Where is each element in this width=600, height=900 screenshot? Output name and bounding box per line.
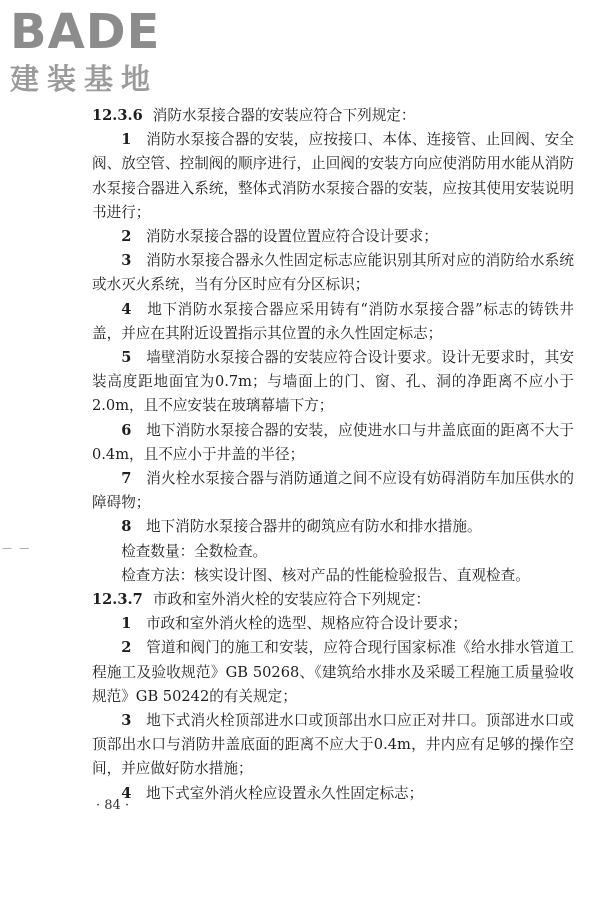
list-item: 8 地下消防水泵接合器井的砌筑应有防水和排水措施。 <box>121 518 482 536</box>
list-item: 3 地下式消火栓顶部进水口或顶部出水口应正对井口。顶部进水口或顶部出水口与消防井盖底面的距离不应大于0.4m，井内应有足够的操作空间，并应做好防水措施； <box>92 712 574 778</box>
logo-subtitle: 建装基地 <box>10 62 159 96</box>
margin-mark: — — <box>2 543 32 554</box>
logo-word: BADE <box>10 4 161 60</box>
clause-12-3-6-heading <box>92 104 574 128</box>
list-item: 4 地下式室外消火栓应设置永久性固定标志； <box>121 784 424 802</box>
clause-title: 市政和室外消火栓的安装应符合下列规定： <box>152 591 431 609</box>
bade-logo <box>8 6 178 98</box>
list-item: 5 墙壁消防水泵接合器的安装应符合设计要求。设计无要求时，其安装高度距地面宜为0.7m；与墙面上的门、窗、孔、洞的净距离不应小于2.0m，且不应安装在玻璃幕墙下方； <box>92 349 574 415</box>
clause-number: 12.3.7 <box>92 591 143 609</box>
list-item: 1 市政和室外消火栓的选型、规格应符合设计要求； <box>121 615 468 633</box>
check-quantity: 检查数量：全数检查。 <box>121 542 268 560</box>
list-item: 7 消火栓水泵接合器与消防通道之间不应设有妨碍消防车加压供水的障碍物； <box>92 470 574 512</box>
list-item: 2 管道和阀门的施工和安装，应符合现行国家标准《给水排水管道工程施工及验收规范》GB 50268、《建筑给水排水及采暖工程施工质量验收规范》GB 50242的有关规定； <box>92 639 574 705</box>
document-body <box>92 104 574 806</box>
page-number: · 84 · <box>96 798 130 813</box>
list-item: 1 消防水泵接合器的安装，应按接口、本体、连接管、止回阀、安全阀、放空管、控制阀的顺序进行，止回阀的安装方向应使消防用水能从消防水泵接合器进入系统，整体式消防水泵接合器的安装，应按其使用安装说明书进行； <box>92 131 574 221</box>
list-item: 4 地下消防水泵接合器应采用铸有“消防水泵接合器”标志的铸铁井盖，并应在其附近设置指示其位置的永久性固定标志； <box>92 300 574 342</box>
check-method: 检查方法：核实设计图、核对产品的性能检验报告、直观检查。 <box>121 566 530 584</box>
list-item: 3 消防水泵接合器永久性固定标志应能识别其所对应的消防给水系统或水灭火系统，当有分区时应有分区标识； <box>92 252 574 294</box>
clause-12-3-7-heading <box>92 588 574 612</box>
list-item: 2 消防水泵接合器的设置位置应符合设计要求； <box>121 228 438 246</box>
list-item: 6 地下消防水泵接合器的安装，应使进水口与井盖底面的距离不大于0.4m，且不应小于井盖的半径； <box>92 421 574 463</box>
clause-title: 消防水泵接合器的安装应符合下列规定： <box>152 107 416 124</box>
clause-number: 12.3.6 <box>92 107 143 124</box>
